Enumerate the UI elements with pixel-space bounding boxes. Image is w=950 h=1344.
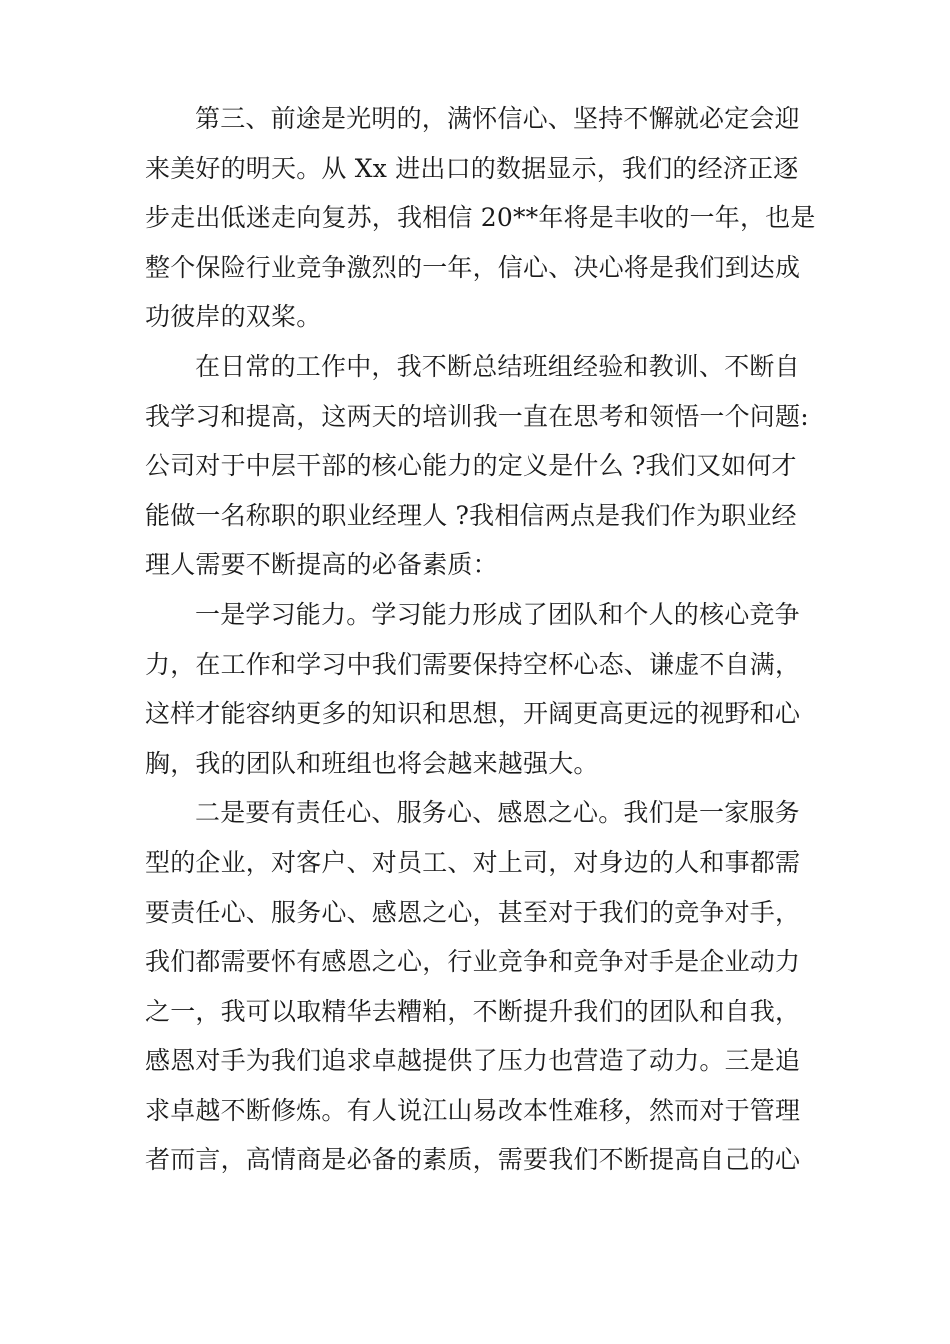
document-body <box>145 94 825 1185</box>
text-line: 要责任心、服务心、感恩之心，甚至对于我们的竞争对手， <box>145 897 801 927</box>
text-line: 步走出低迷走向复苏，我相信 20**年将是丰收的一年，也是 <box>145 203 816 233</box>
text-line: 第三、前途是光明的，满怀信心、坚持不懈就必定会迎 <box>195 104 800 133</box>
text-line: 型的企业，对客户、对员工、对上司，对身边的人和事都需 <box>145 847 801 877</box>
text-line: 我学习和提高，这两天的培训我一直在思考和领悟一个问题: <box>145 401 809 431</box>
text-line: 力，在工作和学习中我们需要保持空杯心态、谦虚不自满， <box>145 649 801 679</box>
text-line: 能做一名称职的职业经理人 ?我相信两点是我们作为职业经 <box>145 500 797 530</box>
text-line: 在日常的工作中，我不断总结班组经验和教训、不断自 <box>195 351 800 381</box>
text-line: 胸，我的团队和班组也将会越来越强大。 <box>145 748 599 778</box>
text-line: 来美好的明天。从 Xx 进出口的数据显示，我们的经济正逐 <box>145 153 799 183</box>
text-line: 一是学习能力。学习能力形成了团队和个人的核心竞争 <box>195 599 800 629</box>
text-line: 感恩对手为我们追求卓越提供了压力也营造了动力。三是追 <box>145 1046 801 1076</box>
text-line: 整个保险行业竞争激烈的一年，信心、决心将是我们到达成 <box>145 252 801 282</box>
text-line: 这样才能容纳更多的知识和思想，开阔更高更远的视野和心 <box>145 699 801 729</box>
text-line: 之一，我可以取精华去糟粕，不断提升我们的团队和自我， <box>145 996 801 1026</box>
text-line: 求卓越不断修炼。有人说江山易改本性难移，然而对于管理 <box>145 1095 801 1125</box>
text-line: 理人需要不断提高的必备素质： <box>145 550 498 580</box>
text-line: 公司对于中层干部的核心能力的定义是什么 ?我们又如何才 <box>145 451 797 481</box>
text-line: 二是要有责任心、服务心、感恩之心。我们是一家服务 <box>195 798 800 828</box>
text-line: 我们都需要怀有感恩之心，行业竞争和竞争对手是企业动力 <box>145 947 801 977</box>
text-line: 者而言，高情商是必备的素质，需要我们不断提高自己的心 <box>145 1145 801 1175</box>
text-line: 功彼岸的双桨。 <box>145 302 322 332</box>
